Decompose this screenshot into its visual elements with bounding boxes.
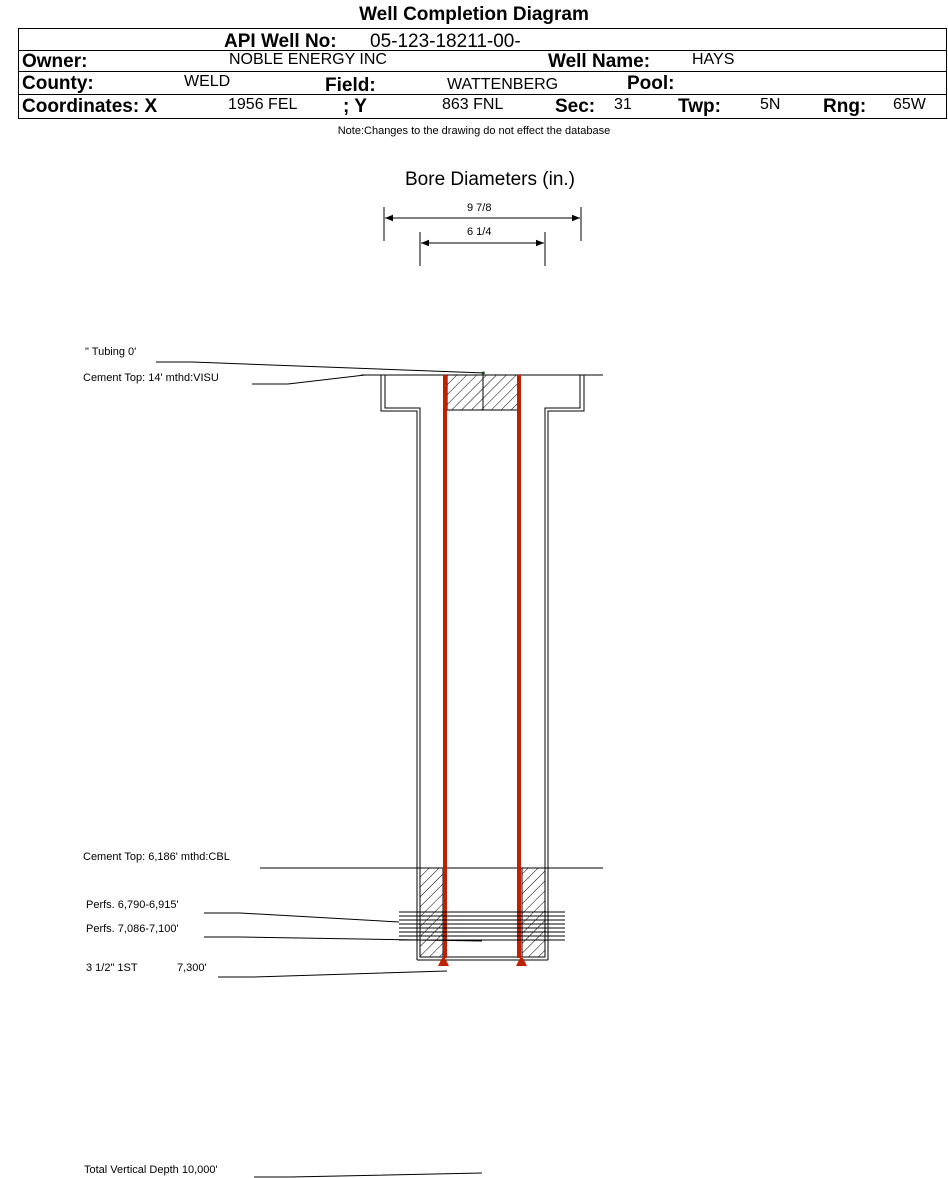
- field-value: WATTENBERG: [447, 76, 559, 93]
- cement-top-label: Cement Top: 14' mthd:VISU: [83, 372, 219, 384]
- api-value: 05-123-18211-00-: [370, 31, 521, 52]
- owner-value: NOBLE ENERGY INC: [229, 51, 387, 68]
- casing-shoe-right: [516, 958, 527, 966]
- tubing-label: " Tubing 0': [85, 346, 137, 358]
- sec-label: Sec:: [555, 96, 596, 117]
- casing-wall-left: [385, 375, 420, 957]
- sec-value: 31: [614, 96, 632, 113]
- casing-depth-label: 7,300': [177, 962, 207, 974]
- casing-shoe-left: [438, 958, 449, 966]
- twp-value: 5N: [760, 96, 781, 113]
- bore-diameters-title: Bore Diameters (in.): [405, 169, 575, 190]
- api-label: API Well No:: [224, 31, 337, 52]
- pool-label: Pool:: [627, 73, 675, 94]
- well-name-value: HAYS: [692, 51, 735, 68]
- coord-y-label: ; Y: [343, 96, 367, 117]
- coord-x-label: Coordinates: X: [22, 96, 158, 117]
- field-label: Field:: [325, 75, 376, 96]
- bore-diameter-outer: 9 7/8: [467, 202, 492, 214]
- twp-label: Twp:: [678, 96, 721, 117]
- coord-y-value: 863 FNL: [442, 96, 504, 113]
- tubing-string-left: [443, 375, 447, 958]
- county-value: WELD: [184, 73, 231, 90]
- casing-wall-right: [545, 375, 580, 957]
- bore-dimension-lines: [384, 207, 581, 266]
- owner-label: Owner:: [22, 51, 88, 72]
- bore-diameter-inner: 6 1/4: [467, 226, 492, 238]
- perforation-label: Perfs. 7,086-7,100': [86, 923, 179, 935]
- casing-wall-left: [381, 375, 417, 960]
- rng-label: Rng:: [823, 96, 867, 117]
- cement-top-label: Cement Top: 6,186' mthd:CBL: [83, 851, 230, 863]
- well-name-label: Well Name:: [548, 51, 651, 72]
- tubing-string-right: [517, 375, 521, 958]
- coord-x-value: 1956 FEL: [228, 96, 298, 113]
- casing-wall-right: [548, 375, 584, 960]
- county-label: County:: [22, 73, 94, 94]
- rng-value: 65W: [893, 96, 926, 113]
- total-depth-label: Total Vertical Depth 10,000': [84, 1164, 218, 1176]
- diagram-title: Well Completion Diagram: [359, 4, 589, 25]
- leader-lines: [156, 362, 485, 1177]
- casing-size-label: 3 1/2" 1ST: [86, 962, 138, 974]
- database-note: Note:Changes to the drawing do not effect the database: [337, 125, 611, 137]
- perforation-label: Perfs. 6,790-6,915': [86, 899, 179, 911]
